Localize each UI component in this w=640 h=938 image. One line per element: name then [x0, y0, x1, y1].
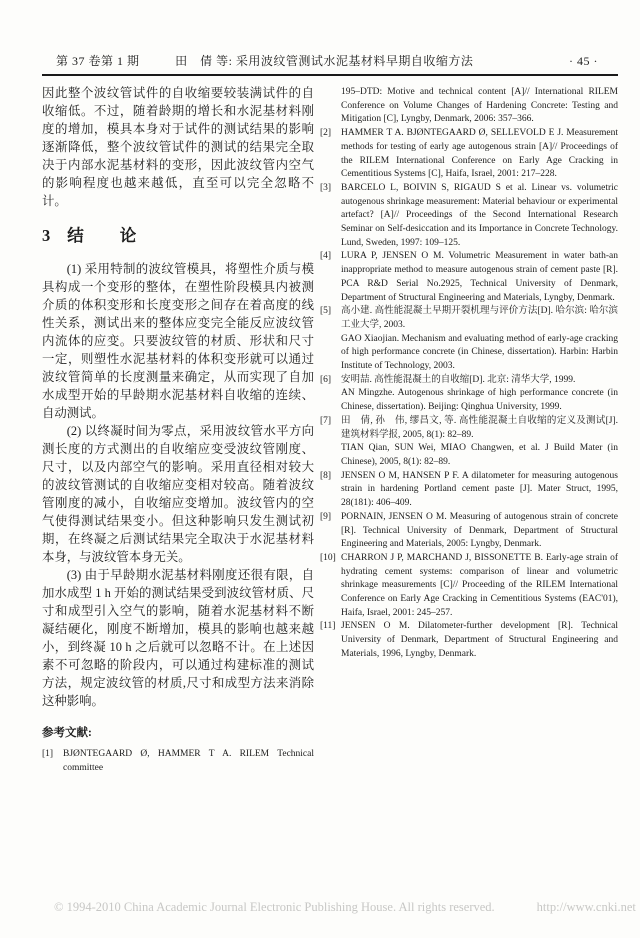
reference-item-3	[320, 182, 618, 251]
reference-translation: GAO Xiaojian. Mechanism and evaluating method of early-age cracking of high performance concrete (in Chinese, dissertation). Harbin: Harbin Institute of Technology, 2003.	[341, 333, 618, 372]
reference-label: [2]	[320, 128, 332, 139]
right-column-references	[320, 86, 618, 662]
section-heading	[42, 222, 314, 246]
conclusion-paragraph-3: (3) 由于早龄期水泥基材料刚度还很有限，自加水成型 1 h 开始的测试结果受到波纹管材质、尺寸和成型引入空气的影响，随着水泥基材料不断凝结硬化，刚度不断增加，模具的影响也越来越小，到终凝 10 h 之后就可以忽略不计。在上述因素不可忽略的阶段内，可以通过构建标准的测试方法，规定波纹管的材质,尺寸和成型方法来消除这种影响。	[42, 568, 314, 708]
reference-label: [8]	[320, 470, 332, 481]
section-title: 结 论	[67, 226, 138, 245]
running-title: 田 倩 等: 采用波纹管测试水泥基材料早期自收缩方法	[175, 54, 474, 68]
reference-text: PORNAIN, JENSEN O M. Measuring of autogenous strain of concrete [R]. Technical University of Denmark, Department of Structural Engineering and Materials, 2005: Lyngby, Denmark.	[341, 511, 618, 550]
reference-item-1	[42, 748, 314, 775]
reference-text: JENSEN O M, HANSEN P F. A dilatometer for measuring autogenous strain in hardening Portland cement paste [J]. Mater Struct, 1995, 28(181): 406–409.	[341, 470, 618, 509]
reference-text: 安明喆. 高性能混凝土的自收缩[D]. 北京: 清华大学, 1999.	[341, 374, 576, 385]
reference-label: [10]	[320, 552, 336, 563]
reference-item-5	[320, 305, 618, 374]
reference-translation: TIAN Qian, SUN Wei, MIAO Changwen, et al. J Build Mater (in Chinese), 2005, 8(1): 82–89.	[341, 443, 618, 467]
reference-item-4	[320, 250, 618, 305]
reference-label: [4]	[320, 251, 332, 262]
copyright-text: © 1994-2010 China Academic Journal Electronic Publishing House. All rights reserved.	[54, 900, 495, 914]
conclusion-paragraph-1: (1) 采用特制的波纹管模具，将塑性介质与模具构成一个变形的整体，在塑性阶段模具内被测介质的体积变形和长度变形之间存在着高度的线性关系，测试出来的整体应变完全能反应波纹管内流体的应变。只要波纹管的材质、形状和尺寸一定，则塑性水泥基材料的体积变形就可以通过波纹管简单的长度测量来确定，从而实现了自加水成型开始的早龄期水泥基材料自收缩的连续、自动测试。	[42, 262, 314, 420]
left-column	[42, 84, 314, 775]
intro-paragraph: 因此整个波纹管试件的自收缩要较装满试件的自收缩低。不过，随着龄期的增长和水泥基材料刚度的增加，模具本身对于试件的测试结果的影响逐渐降低，整个波纹管试件的测试的结果完全取决于内部水泥基材料的变形，因此波纹管内空气的影响程度也越来越低，直至可以完全忽略不计。	[42, 86, 314, 208]
reference-text: LURA P, JENSEN O M. Volumetric Measurement in water bath-an inappropriate method to measure autogenous strain of cement paste [R]. PCA R&D Serial No.2925, Technical University of Denmark, Department of Structural Engineering and Materials, Lyngby, Denmark.	[341, 251, 618, 303]
reference-item-10	[320, 552, 618, 621]
page-footer	[54, 900, 636, 915]
references-heading: 参考文献:	[42, 727, 92, 739]
reference-text: BARCELO L, BOIVIN S, RIGAUD S et al. Linear vs. volumetric autogenous shrinkage measurement: Material behaviour or experimental artefact? [A]// Proceedings of the Second International Research Seminar on Self-desiccation and its Importance in Concrete Technology. Lund, Sweden, 1997: 109–125.	[341, 182, 618, 248]
reference-item-2	[320, 127, 618, 182]
reference-item-6	[320, 374, 618, 415]
reference-translation: AN Mingzhe. Autogenous shrinkage of high performance concrete (in Chinese, dissertation). Beijing: Qinghua University, 1999.	[341, 388, 618, 413]
page-header	[42, 50, 618, 76]
reference-label: [11]	[320, 621, 336, 632]
reference-text: 田 倩, 孙 伟, 缪昌文, 等. 高性能混凝土自收缩的定义及测试[J]. 建筑材料学报, 2005, 8(1): 82–89.	[341, 415, 618, 440]
reference-label: [5]	[320, 306, 332, 317]
reference-label: [3]	[320, 182, 332, 193]
reference-item-9	[320, 511, 618, 552]
reference-label: [6]	[320, 374, 332, 385]
cnki-url: http://www.cnki.net	[536, 900, 636, 914]
reference-item-8	[320, 470, 618, 511]
page-number: · 45 ·	[569, 54, 598, 68]
reference-text: 高小建. 高性能混凝土早期开裂机理与评价方法[D]. 哈尔滨: 哈尔滨工业大学, 2003.	[341, 306, 618, 330]
volume-issue: 第 37 卷第 1 期	[56, 54, 140, 68]
reference-item-7	[320, 415, 618, 470]
reference-label: [1]	[42, 749, 54, 759]
reference-text: JENSEN O M. Dilatometer-further development [R]. Technical University of Denmark, Department of Structural Engineering and Materials, 1996, Lyngby, Denmark.	[341, 621, 618, 659]
reference-text: BJØNTEGAARD Ø, HAMMER T A. RILEM Technical committee	[63, 749, 314, 773]
section-number: 3	[42, 226, 52, 245]
reference-item-1-continued	[320, 86, 618, 127]
reference-text: CHARRON J P, MARCHAND J, BISSONETTE B. Early-age strain of hydrating cement systems: comparison of linear and volumetric shrinkage measurements [C]// Proceeding of the RILEM International Conference on Early Age Cracking in Cementitious Systems (EAC'01), Haifa, Israel, 2001: 245–257.	[341, 552, 618, 618]
reference-text: HAMMER T A. BJØNTEGAARD Ø, SELLEVOLD E J. Measurement methods for testing of early age autogenous strain [A]// Proceedings of the RILEM International Conference on Early Age Cracking in Cementitious Systems [C], Haifa, Israel, 2001: 217–228.	[341, 128, 618, 180]
reference-item-11	[320, 620, 618, 661]
reference-label: [9]	[320, 511, 332, 522]
reference-label: [7]	[320, 415, 332, 426]
reference-text: 195–DTD: Motive and technical content [A]// International RILEM Conference on Volume Changes of Hardening Concrete: Testing and Mitigation [C], Lyngby, Denmark, 2006: 357–366.	[341, 87, 618, 125]
conclusion-paragraph-2: (2) 以终凝时间为零点，采用波纹管水平方向测长度的方式测出的自收缩应变受波纹管刚度、尺寸，以及内部空气的影响。采用直径相对较大的波纹管测试的自收缩应变相对较高。随着波纹管刚度的减小，自收缩应变增加。波纹管内的空气使得测试结果变小。但这种影响只发生测试初期，在终凝之后测试结果完全取决于水泥基材料本身，与波纹管本身无关。	[42, 424, 314, 564]
